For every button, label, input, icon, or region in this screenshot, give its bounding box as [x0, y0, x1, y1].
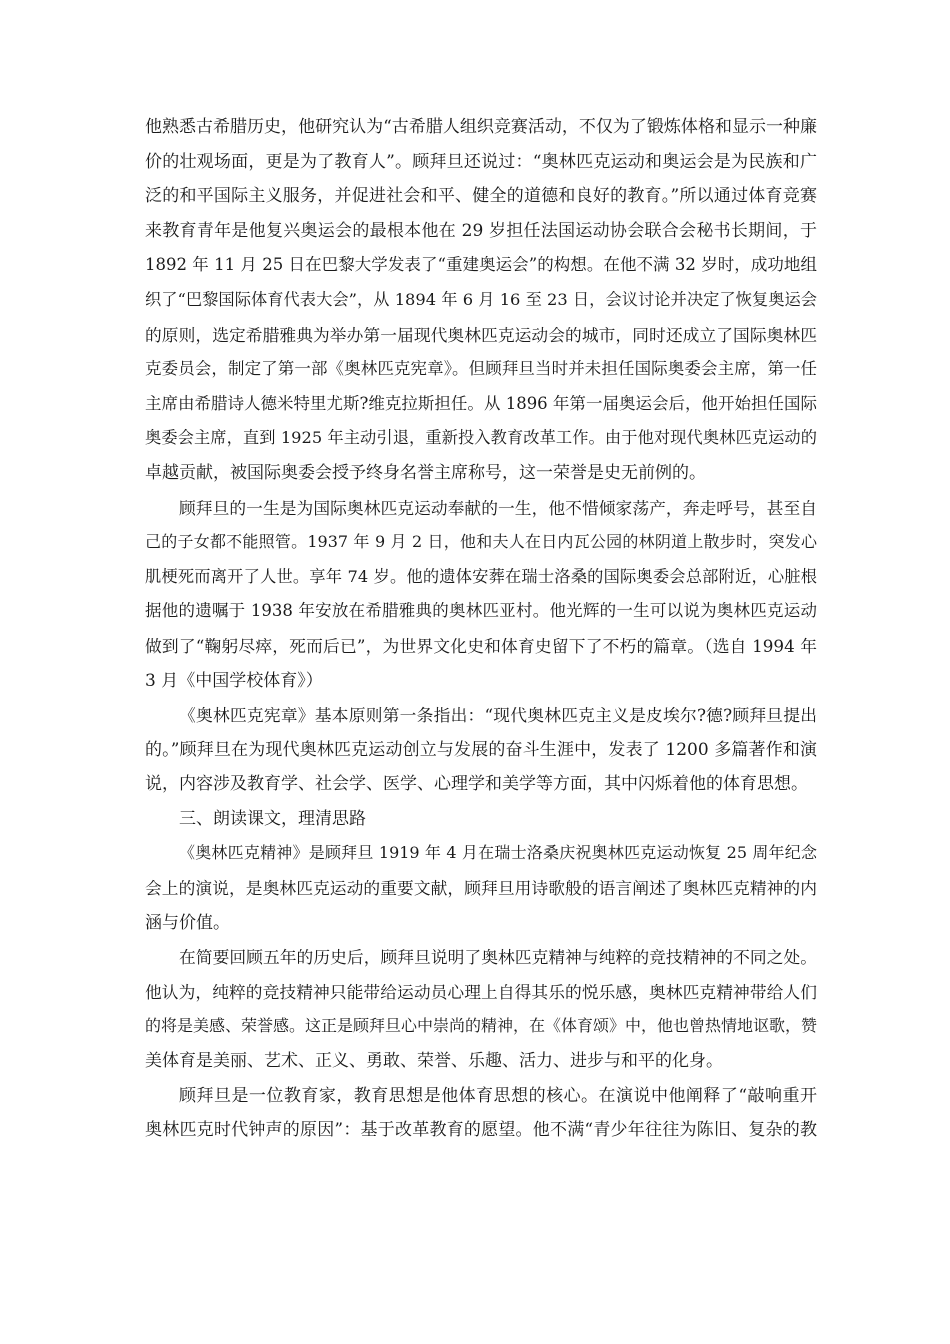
text-line: 克委员会，制定了第一部《奥林匹克宪章》。但顾拜旦当时并未担任国际奥委会主席，第一任: [145, 359, 817, 379]
text-line: 在简要回顾五年的历史后，顾拜旦说明了奥林匹克精神与纯粹的竞技精神的不同之处。: [179, 947, 817, 968]
text-line: 泛的和平国际主义服务，并促进社会和平、健全的道德和良好的教育。”所以通过体育竞赛: [145, 186, 817, 207]
text-line: 己的子女都不能照管。1937 年 9 月 2 日，他和夫人在日内瓦公园的林阴道上散步时，突发心: [145, 532, 817, 552]
text-line: 《奥林匹克宪章》基本原则第一条指出：“现代奥林匹克主义是皮埃尔?德?顾拜旦提出: [179, 705, 817, 726]
text-line: 顾拜旦的一生是为国际奥林匹克运动奉献的一生，他不惜倾家荡产，奔走呼号，甚至自: [179, 497, 817, 518]
text-line: 的。”顾拜旦在为现代奥林匹克运动创立与发展的奋斗生涯中，发表了 1200 多篇著作和演: [145, 739, 817, 760]
text-line: 肌梗死而离开了人世。享年 74 岁。他的遗体安葬在瑞士洛桑的国际奥委会总部附近，心脏根: [145, 566, 817, 586]
text-line: 做到了“鞠躬尽瘁，死而后已”，为世界文化史和体育史留下了不朽的篇章。（选自 1994 年: [145, 635, 817, 656]
document-body: [145, 110, 817, 1148]
text-line: 奥林匹克时代钟声的原因”：基于改革教育的愿望。他不满“青少年往往为陈旧、复杂的教: [145, 1120, 817, 1141]
text-line: 来教育青年是他复兴奥运会的最根本他在 29 岁担任法国运动协会联合会秘书长期间，于: [145, 220, 817, 241]
text-line: 织了“巴黎国际体育代表大会”，从 1894 年 6 月 16 至 23 日，会议讨论并决定了恢复奥运会: [145, 289, 817, 309]
text-line: 主席由希腊诗人德米特里尤斯?维克拉斯担任。从 1896 年第一届奥运会后，他开始担任国际: [145, 393, 817, 413]
text-line: 涵与价值。: [145, 912, 230, 933]
text-line: 卓越贡献，被国际奥委会授予终身名誉主席称号，这一荣誉是史无前例的。: [145, 462, 706, 483]
text-line: 1892 年 11 月 25 日在巴黎大学发表了“重建奥运会”的构想。在他不满 32 岁时，成功地组: [145, 255, 817, 275]
text-line: 价的壮观场面，更是为了教育人”。顾拜旦还说过：“奥林匹克运动和奥运会是为民族和广: [145, 151, 817, 172]
text-line: 顾拜旦是一位教育家，教育思想是他体育思想的核心。在演说中他阐释了“敲响重开: [179, 1085, 817, 1106]
text-line: 的原则，选定希腊雅典为举办第一届现代奥林匹克运动会的城市，同时还成立了国际奥林匹: [145, 324, 817, 345]
text-line: 三、朗读课文，理清思路: [179, 808, 366, 829]
text-line: 美体育是美丽、艺术、正义、勇敢、荣誉、乐趣、活力、进步与和平的化身。: [145, 1051, 723, 1072]
text-line: 他认为，纯粹的竞技精神只能带给运动员心理上自得其乐的悦乐感，奥林匹克精神带给人们: [145, 981, 817, 1002]
text-line: 他熟悉古希腊历史，他研究认为“古希腊人组织竞赛活动，不仅为了锻炼体格和显示一种廉: [145, 117, 817, 137]
text-line: 《奥林匹克精神》是顾拜旦 1919 年 4 月在瑞士洛桑庆祝奥林匹克运动恢复 25 周年纪念: [179, 843, 817, 863]
text-line: 据他的遗嘱于 1938 年安放在希腊雅典的奥林匹亚村。他光辉的一生可以说为奥林匹克运动: [145, 601, 817, 621]
text-line: 的将是美感、荣誉感。这正是顾拜旦心中崇尚的精神，在《体育颂》中，他也曾热情地讴歌，赞: [145, 1016, 818, 1036]
text-line: 奥委会主席，直到 1925 年主动引退，重新投入教育改革工作。由于他对现代奥林匹克运动的: [145, 428, 817, 448]
text-line: 3 月《中国学校体育》）: [145, 670, 323, 691]
text-line: 说，内容涉及教育学、社会学、医学、心理学和美学等方面，其中闪烁着他的体育思想。: [145, 774, 808, 795]
text-line: 会上的演说，是奥林匹克运动的重要文献，顾拜旦用诗歌般的语言阐述了奥林匹克精神的内: [145, 878, 817, 899]
